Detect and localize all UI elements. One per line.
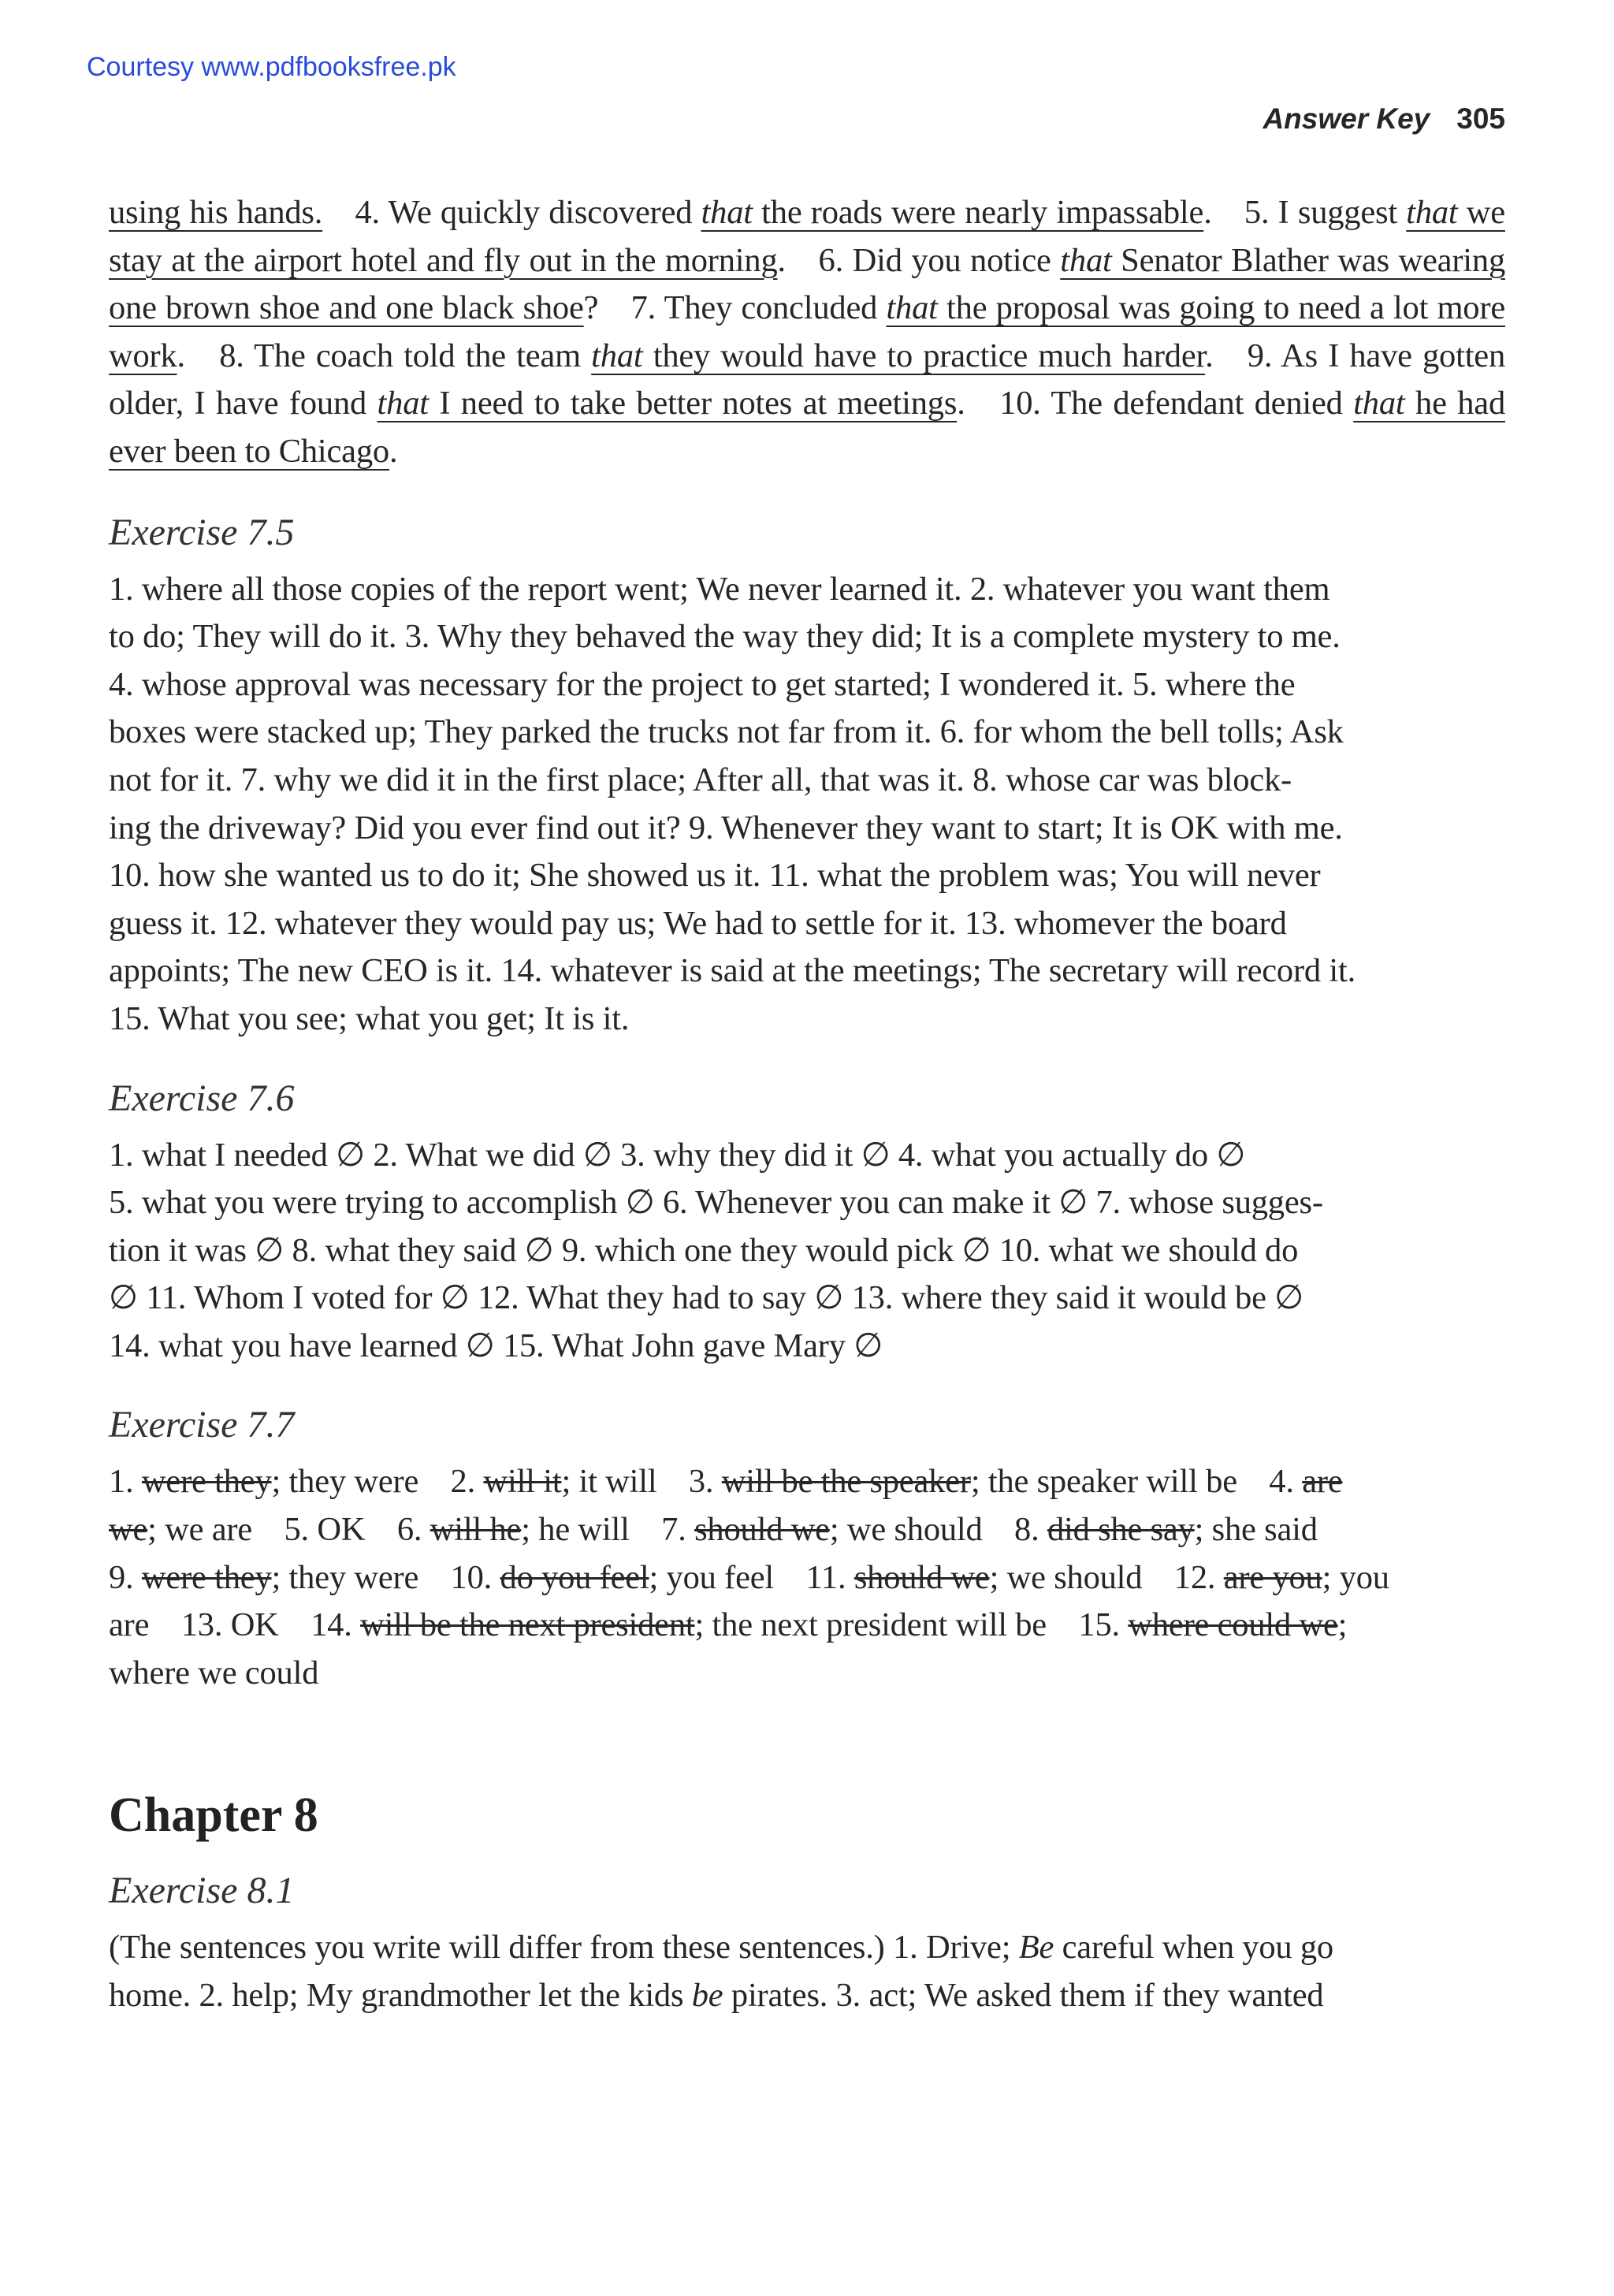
page-content xyxy=(109,189,1505,2020)
struck-text: did she say xyxy=(1047,1511,1195,1549)
answer-underlined: using his hands. xyxy=(109,194,323,231)
chapter-heading: Chapter 8 xyxy=(109,1788,318,1843)
struck-text: should we xyxy=(853,1558,990,1596)
carryover-paragraph: using his hands. 4. We quickly discovered that the roads were nearly impassable. 5. I suggest that we stay at the airport hotel and fly out in the morning. 6. Did you notice that Senator Blather was wearing one brown shoe and one black shoe? 7. They concluded that the proposal was going to need a lot more work. 8. The coach told the team that they would have to practice much harder. 9. As I have gotten older, I have found that I need to take better notes at meetings. 10. The defendant denied that he had ever been to Chicago. xyxy=(109,194,1506,470)
struck-text: where could we xyxy=(1128,1606,1338,1644)
struck-text: do you feel xyxy=(500,1558,649,1596)
struck-text: will be the speaker xyxy=(721,1463,971,1501)
exercise-7-5-answers: 1. where all those copies of the report went; We never learned it. 2. whatever you want them to do; They will do it. 3. Why they behaved the way they did; It is a complete mystery to me. 4. whose approval was necessary for the project to get started; I wondered it. 5. where the boxes were stacked up; They parked the trucks not far from it. 6. for whom the bell tolls; Ask not for it. 7. why we did it in the first place; After all, that was it. 8. whose car was block- ing the driveway? Did you ever find out it? 9. Whenever they want to start; It is OK with me. 10. how she wanted us to do it; She showed us it. 11. what the problem was; You will never guess it. 12. whatever they would pay us; We had to settle for it. 13. whomever the board appoints; The new CEO is it. 14. whatever is said at the meetings; The secretary will record it. 15. What you see; what you get; It is it. xyxy=(109,570,1356,1037)
exercise-heading-8-1: Exercise 8.1 xyxy=(109,1870,295,1912)
struck-text: will he xyxy=(430,1511,522,1549)
struck-text: are you xyxy=(1223,1558,1322,1596)
struck-text: will be the next president xyxy=(360,1606,695,1644)
item-number: 9. xyxy=(1247,337,1273,374)
answer-underlined: that the roads were nearly impassable xyxy=(701,194,1204,231)
answer-underlined: that we stay at the airport hotel and fly out in the morning xyxy=(109,194,1505,279)
exercise-7-7-answers: 1. were they; they were 2. will it; it will 3. will be the speaker; the speaker will be 4. are we; we are 5. OK 6. will he; he will 7. should we; we should 8. did she say; she said 9. were they; they were 10. do you feel; you feel 11. should we; we should 12. are you; you are 13. OK 14. will be the next president; the next president will be 15. where could we; where we could xyxy=(109,1463,1389,1691)
exercise-heading-7-7: Exercise 7.7 xyxy=(109,1404,295,1446)
struck-text: were they xyxy=(141,1463,272,1501)
struck-text: are xyxy=(1302,1463,1343,1501)
exercise-heading-7-6: Exercise 7.6 xyxy=(109,1077,295,1119)
item-number: 6. xyxy=(818,241,844,279)
courtesy-link[interactable]: Courtesy www.pdfbooksfree.pk xyxy=(87,52,456,82)
running-head-title: Answer Key xyxy=(1263,102,1430,135)
exercise-8-1-answers: (The sentences you write will differ from these sentences.) 1. Drive; Be careful when you go home. 2. help; My grandmother let the kids be pirates. 3. act; We asked them if they wanted xyxy=(109,1929,1333,2015)
running-head xyxy=(1263,102,1505,136)
answer-underlined: that Senator Blather was wearing one brown shoe and one black shoe xyxy=(109,241,1505,327)
item-number: 10. xyxy=(999,385,1041,422)
answer-underlined: that the proposal was going to need a lot more work xyxy=(109,289,1505,374)
struck-text: were they xyxy=(141,1558,272,1596)
item-number: 8. xyxy=(219,337,244,374)
struck-text: will it xyxy=(483,1463,562,1501)
struck-text: we xyxy=(109,1511,148,1549)
item-number: 4. xyxy=(355,194,380,231)
item-number: 7. xyxy=(630,289,656,327)
page-number: 305 xyxy=(1456,102,1505,135)
answer-underlined: that I need to take better notes at meetings xyxy=(377,385,958,422)
answer-underlined: that he had ever been to Chicago xyxy=(109,385,1505,470)
item-number: 5. xyxy=(1244,194,1270,231)
exercise-heading-7-5: Exercise 7.5 xyxy=(109,511,295,553)
answer-underlined: that they would have to practice much harder xyxy=(591,337,1206,374)
exercise-7-6-answers: 1. what I needed ∅ 2. What we did ∅ 3. why they did it ∅ 4. what you actually do ∅ 5. what you were trying to accomplish ∅ 6. Whenever you can make it ∅ 7. whose sugges- tion it was ∅ 8. what they said ∅ 9. which one they would pick ∅ 10. what we should do ∅ 11. Whom I voted for ∅ 12. What they had to say ∅ 13. where they said it would be ∅ 14. what you have learned ∅ 15. What John gave Mary ∅ xyxy=(109,1136,1323,1364)
struck-text: should we xyxy=(694,1511,830,1549)
